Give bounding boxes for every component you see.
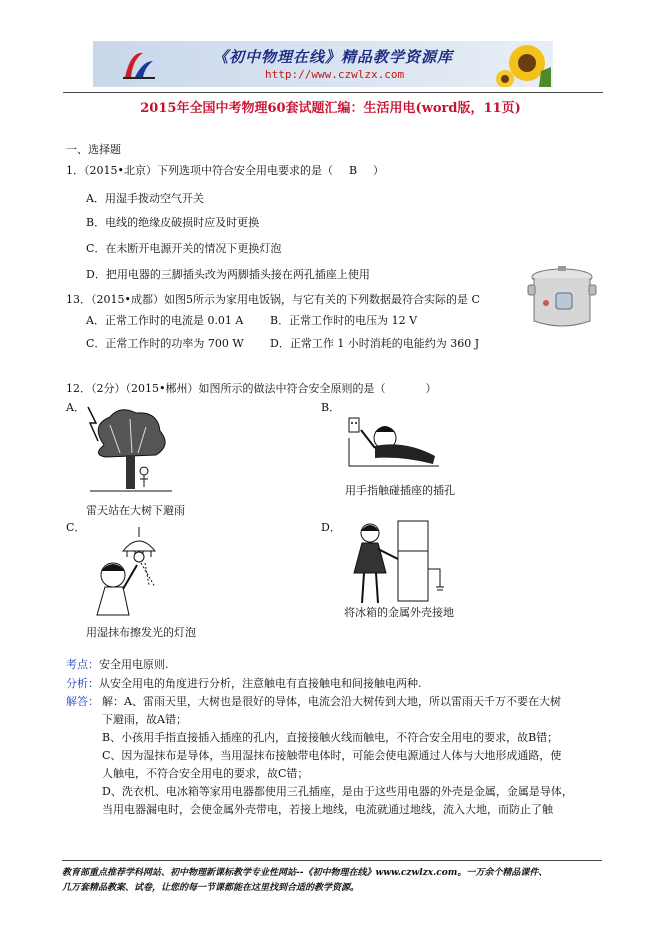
tree-lightning-icon <box>80 405 180 495</box>
question-13-option-b: B．正常工作时的电压为 12 V <box>270 314 418 327</box>
figure-c-caption: 用湿抹布擦发光的灯泡 <box>86 626 196 639</box>
fenxi-label: 分析： <box>66 677 99 690</box>
banner-url[interactable]: http://www.czwlzx.com <box>265 68 405 81</box>
question-13-option-c: C．正常工作时的功率为 700 W <box>86 337 244 350</box>
site-logo-icon <box>121 47 157 81</box>
figure-a-caption: 雷天站在大树下避雨 <box>86 504 185 517</box>
footer-rule <box>62 860 602 861</box>
header-rule <box>63 92 603 93</box>
option-b-label: B． <box>321 401 341 414</box>
boy-wiping-lamp-icon <box>83 526 183 618</box>
figure-d-caption: 将冰箱的金属外壳接地 <box>344 606 454 619</box>
question-12-stem <box>66 382 436 396</box>
question-1-close: ） <box>372 164 384 177</box>
rice-cooker-icon <box>522 262 602 334</box>
jieda-line-4: C、因为湿抹布是导体，当用湿抹布接触带电体时，可能会使电源通过人体与大地形成通路，使 <box>102 749 562 762</box>
question-12-close: ） <box>425 382 437 395</box>
option-a-label: A． <box>66 401 85 414</box>
question-12-text: 12．（2分）（2015•郴州）如图所示的做法中符合安全原则的是（ <box>66 382 386 395</box>
jieda-line-1: 解：A、雷雨天里，大树也是很好的导体，电流会沿大树传到大地，所以雷雨天千万不要在大树 <box>102 695 561 708</box>
question-1-answer: B <box>348 164 358 177</box>
sunflower-icon <box>495 41 551 87</box>
fenxi-row <box>66 677 422 691</box>
question-1-option-a: A．用湿手拨动空气开关 <box>86 192 204 205</box>
jieda-line-7: 当用电器漏电时，会使金属外壳带电，若接上地线，电流就通过地线，流入大地，而防止了触 <box>102 803 553 816</box>
question-13-option-a: A．正常工作时的电流是 0.01 A <box>86 314 244 327</box>
question-1-option-b: B．电线的绝缘皮破损时应及时更换 <box>86 216 260 229</box>
child-socket-icon <box>345 410 445 480</box>
jieda-line-3: B、小孩用手指直接插入插座的孔内，直接接触火线而触电，不符合安全用电的要求，故B错； <box>102 731 559 744</box>
question-13-option-d: D．正常工作 1 小时消耗的电能约为 360 J <box>270 337 480 350</box>
footer-line-2: 几万套精品教案、试卷，让您的每一节课都能在这里找到合适的教学资源。 <box>62 883 360 893</box>
section-heading: 一、选择题 <box>66 143 121 156</box>
jieda-line-2: 下避雨，故A错； <box>102 713 187 726</box>
option-d-label: D． <box>321 521 341 534</box>
question-1-stem <box>66 164 384 178</box>
question-1-option-d: D．把用电器的三脚插头改为两脚插头接在两孔插座上使用 <box>86 268 370 281</box>
kaodian-label: 考点： <box>66 658 99 671</box>
question-13-stem: 13．（2015•成都）如图5所示为家用电饭锅，与它有关的下列数据最符合实际的是 C <box>66 293 480 306</box>
option-c-label: C． <box>66 521 86 534</box>
question-1-text: 1．（2015•北京）下列选项中符合安全用电要求的是（ <box>66 164 333 177</box>
header-banner <box>93 41 553 87</box>
footer-line-1: 教育部重点推荐学科网站、初中物理新课标教学专业性网站--《初中物理在线》www.czwlzx.com。一万余个精品课件、 <box>62 868 548 878</box>
kaodian-row <box>66 658 169 672</box>
figure-b-caption: 用手指触碰插座的插孔 <box>345 484 455 497</box>
banner-title: 《初中物理在线》精品教学资源库 <box>213 48 454 66</box>
footer <box>62 866 602 896</box>
jieda-label: 解答： <box>66 695 99 708</box>
document-title: 2015年全国中考物理60套试题汇编：生活用电(word版，11页) <box>140 101 521 116</box>
fridge-grounding-icon <box>340 518 450 610</box>
jieda-line-5: 人触电，不符合安全用电的要求，故C错； <box>102 767 309 780</box>
question-1-option-c: C．在未断开电源开关的情况下更换灯泡 <box>86 242 282 255</box>
kaodian-text: 安全用电原则. <box>99 658 169 671</box>
fenxi-text: 从安全用电的角度进行分析，注意触电有直接触电和间接触电两种. <box>99 677 422 690</box>
jieda-line-6: D、洗衣机、电冰箱等家用电器都使用三孔插座，是由于这些用电器的外壳是金属，金属是导体， <box>102 785 573 798</box>
